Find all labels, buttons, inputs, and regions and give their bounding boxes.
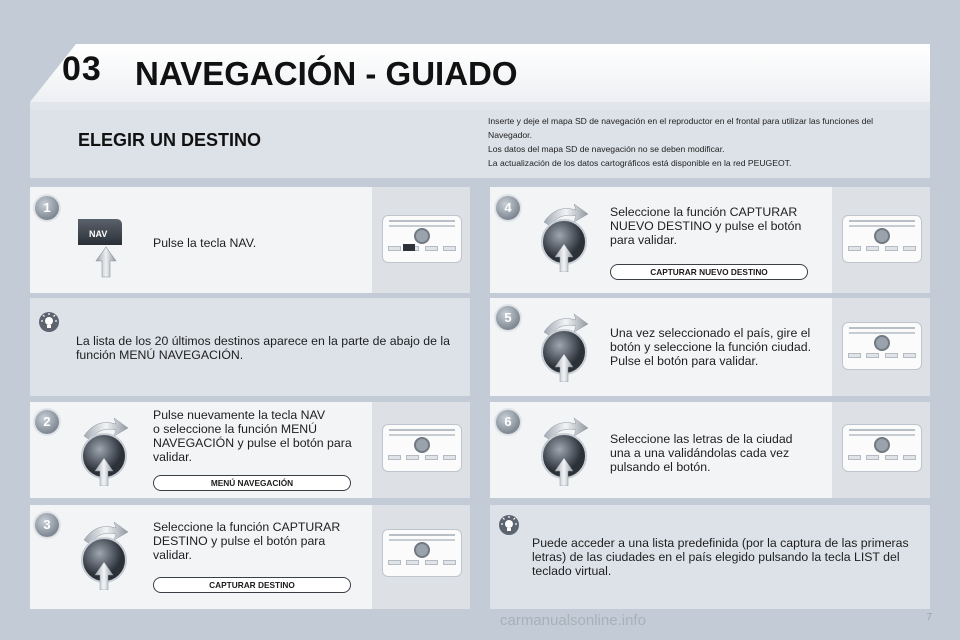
page-number: 7 (926, 612, 932, 623)
watermark: carmanualsonline.info (500, 612, 646, 629)
rotary-knob-push-icon (530, 200, 600, 272)
radio-unit-illustration (842, 215, 922, 263)
step-2-line: NAVEGACIÓN y pulse el botón para (153, 436, 352, 450)
step-number-3: 3 (35, 513, 59, 537)
rotary-knob-push-icon (70, 414, 140, 486)
step-4-line: NUEVO DESTINO y pulse el botón (610, 219, 802, 233)
section-title: ELEGIR UN DESTINO (78, 130, 262, 150)
intro-line: Navegador. (488, 130, 532, 140)
tip-2-line: letras) de las ciudades en el país elegido pulsando la tecla LIST del (532, 550, 900, 564)
radio-unit-illustration (382, 215, 462, 263)
step-2-line: o seleccione la función MENÚ (153, 422, 318, 436)
knob-icon (874, 437, 890, 453)
step-number-6: 6 (496, 410, 520, 434)
step-4-line: Seleccione la función CAPTURAR (610, 205, 798, 219)
step-number-5: 5 (496, 306, 520, 330)
radio-unit-illustration (382, 529, 462, 577)
step-6-line: una a una validándolas cada vez (610, 446, 790, 460)
step-2-line: validar. (153, 450, 192, 464)
radio-thumbnail (832, 298, 930, 396)
knob-icon (874, 335, 890, 351)
rotary-knob-push-icon (530, 414, 600, 486)
step-6-line: pulsando el botón. (610, 460, 711, 474)
intro-line: Inserte y deje el mapa SD de navegación en el reproductor en el frontal para utilizar las funciones del (488, 116, 874, 126)
intro-line: La actualización de los datos cartográficos está disponible en la red PEUGEOT. (488, 158, 792, 168)
radio-thumbnail (832, 402, 930, 498)
step-1-line: Pulse la tecla NAV. (153, 236, 257, 250)
step-number-2: 2 (35, 410, 59, 434)
header-strip (30, 102, 930, 110)
radio-unit-illustration (842, 322, 922, 370)
page-title: NAVEGACIÓN - GUIADO (135, 55, 518, 92)
lightbulb-icon (38, 311, 60, 333)
radio-unit-illustration (842, 424, 922, 472)
chapter-number: 03 (62, 50, 102, 88)
nav-key-icon (76, 215, 138, 279)
radio-thumbnail (372, 402, 470, 498)
step-4-line: para validar. (610, 233, 677, 247)
radio-thumbnail (832, 187, 930, 293)
tip-1-line: función MENÚ NAVEGACIÓN. (76, 348, 244, 362)
tip-2-text (532, 536, 909, 578)
step-4-text (610, 205, 801, 247)
tip-1-text (76, 334, 450, 362)
step-1-text (153, 236, 256, 250)
tip-2-line: teclado virtual. (532, 564, 612, 578)
capturar-nuevo-destino-button[interactable]: CAPTURAR NUEVO DESTINO (610, 264, 808, 280)
knob-icon (414, 437, 430, 453)
step-5-line: Pulse el botón para validar. (610, 354, 759, 368)
lightbulb-icon (498, 514, 520, 536)
step-6-line: Seleccione las letras de la ciudad (610, 432, 793, 446)
tip-1-line: La lista de los 20 últimos destinos aparece en la parte de abajo de la (76, 334, 450, 348)
rotary-knob-push-icon (530, 310, 600, 382)
step-2-text (153, 408, 352, 464)
knob-icon (414, 228, 430, 244)
step-3-text (153, 520, 340, 562)
rotary-knob-push-icon (70, 518, 140, 590)
step-5-text (610, 326, 811, 368)
intro-line: Los datos del mapa SD de navegación no se deben modificar. (488, 144, 725, 154)
step-3-line: validar. (153, 548, 192, 562)
step-5-line: Una vez seleccionado el país, gire el (610, 326, 811, 340)
step-number-4: 4 (496, 196, 520, 220)
radio-thumbnail (372, 505, 470, 609)
radio-thumbnail (372, 187, 470, 293)
step-2-line: Pulse nuevamente la tecla NAV (153, 408, 326, 422)
nav-key-label: NAV (89, 229, 108, 239)
capturar-destino-button[interactable]: CAPTURAR DESTINO (153, 577, 351, 593)
step-3-line: DESTINO y pulse el botón para (153, 534, 326, 548)
step-6-text (610, 432, 793, 474)
step-number-1: 1 (35, 196, 59, 220)
menu-navegacion-button[interactable]: MENÚ NAVEGACIÓN (153, 475, 351, 491)
step-5-line: botón y seleccione la función ciudad. (610, 340, 811, 354)
knob-icon (414, 542, 430, 558)
knob-icon (874, 228, 890, 244)
intro-text (488, 114, 928, 170)
step-3-line: Seleccione la función CAPTURAR (153, 520, 341, 534)
nav-key-highlight (403, 244, 415, 251)
tip-2-line: Puede acceder a una lista predefinida (por la captura de las primeras (532, 536, 909, 550)
radio-unit-illustration (382, 424, 462, 472)
